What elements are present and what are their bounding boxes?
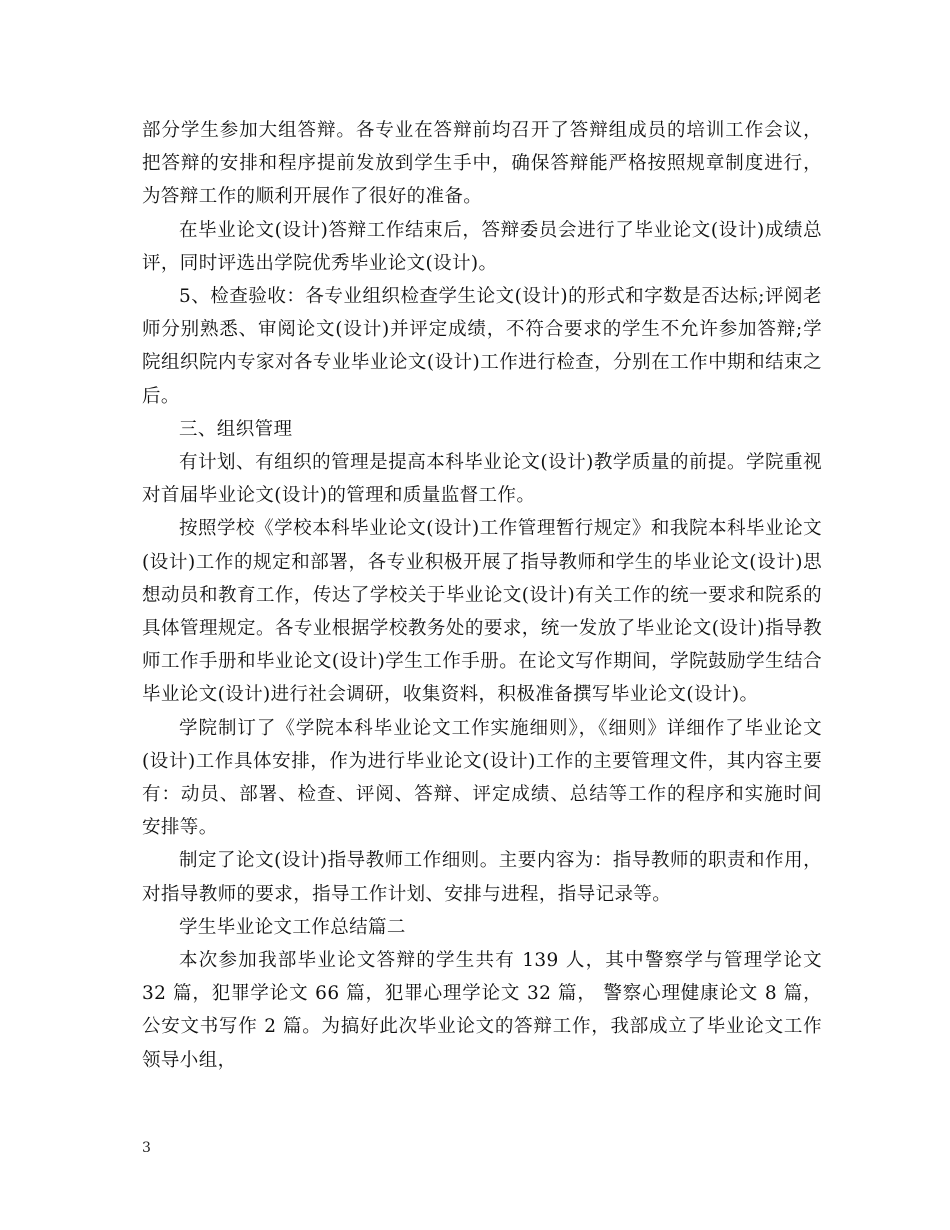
page-number: 3 bbox=[142, 1140, 151, 1156]
paragraph-10: 本次参加我部毕业论文答辩的学生共有 139 人，其中警察学与管理学论文 32 篇，犯罪学论文 66 篇，犯罪心理学论文 32 篇， 警察心理健康论文 8 篇，公安文书写作 2 篇。为搞好此次毕业论文的答辩工作，我部成立了毕业论文工作领导小组， bbox=[142, 950, 822, 1071]
paragraph-6: 按照学校《学校本科毕业论文(设计)工作管理暂行规定》和我院本科毕业论文(设计)工作的规定和部署，各专业积极开展了指导教师和学生的毕业论文(设计)思想动员和教育工作，传达了学校关于毕业论文(设计)有关工作的统一要求和院系的具体管理规定。各专业根据学校教务处的要求，统一发放了毕业论文(设计)指导教师工作手册和毕业论文(设计)学生工作手册。在论文写作期间，学院鼓励学生结合毕业论文(设计)进行社会调研，收集资料，积极准备撰写毕业论文(设计)。 bbox=[142, 518, 822, 706]
paragraph-5: 有计划、有组织的管理是提高本科毕业论文(设计)教学质量的前提。学院重视对首届毕业论文(设计)的管理和质量监督工作。 bbox=[142, 452, 822, 507]
paragraph-8: 制定了论文(设计)指导教师工作细则。主要内容为：指导教师的职责和作用，对指导教师的要求，指导工作计划、安排与进程，指导记录等。 bbox=[142, 850, 822, 905]
article-title: 学生毕业论文工作总结篇二 bbox=[179, 916, 406, 938]
paragraph-7: 学院制订了《学院本科毕业论文工作实施细则》，《细则》详细作了毕业论文(设计)工作具体安排，作为进行毕业论文(设计)工作的主要管理文件，其内容主要有：动员、部署、检查、评阅、答辩、评定成绩、总结等工作的程序和实施时间安排等。 bbox=[142, 717, 822, 839]
paragraph-2: 在毕业论文(设计)答辩工作结束后，答辩委员会进行了毕业论文(设计)成绩总评，同时评选出学院优秀毕业论文(设计)。 bbox=[142, 219, 822, 274]
document-body bbox=[142, 114, 822, 1077]
paragraph-1: 部分学生参加大组答辩。各专业在答辩前均召开了答辩组成员的培训工作会议，把答辩的安排和程序提前发放到学生手中，确保答辩能严格按照规章制度进行，为答辩工作的顺利开展作了很好的准备。 bbox=[142, 120, 822, 208]
paragraph-3: 5、检查验收：各专业组织检查学生论文(设计)的形式和字数是否达标;评阅老师分别熟悉、审阅论文(设计)并评定成绩，不符合要求的学生不允许参加答辩;学院组织院内专家对各专业毕业论文(设计)工作进行检查，分别在工作中期和结束之后。 bbox=[142, 286, 822, 407]
section-heading: 三、组织管理 bbox=[179, 418, 293, 440]
